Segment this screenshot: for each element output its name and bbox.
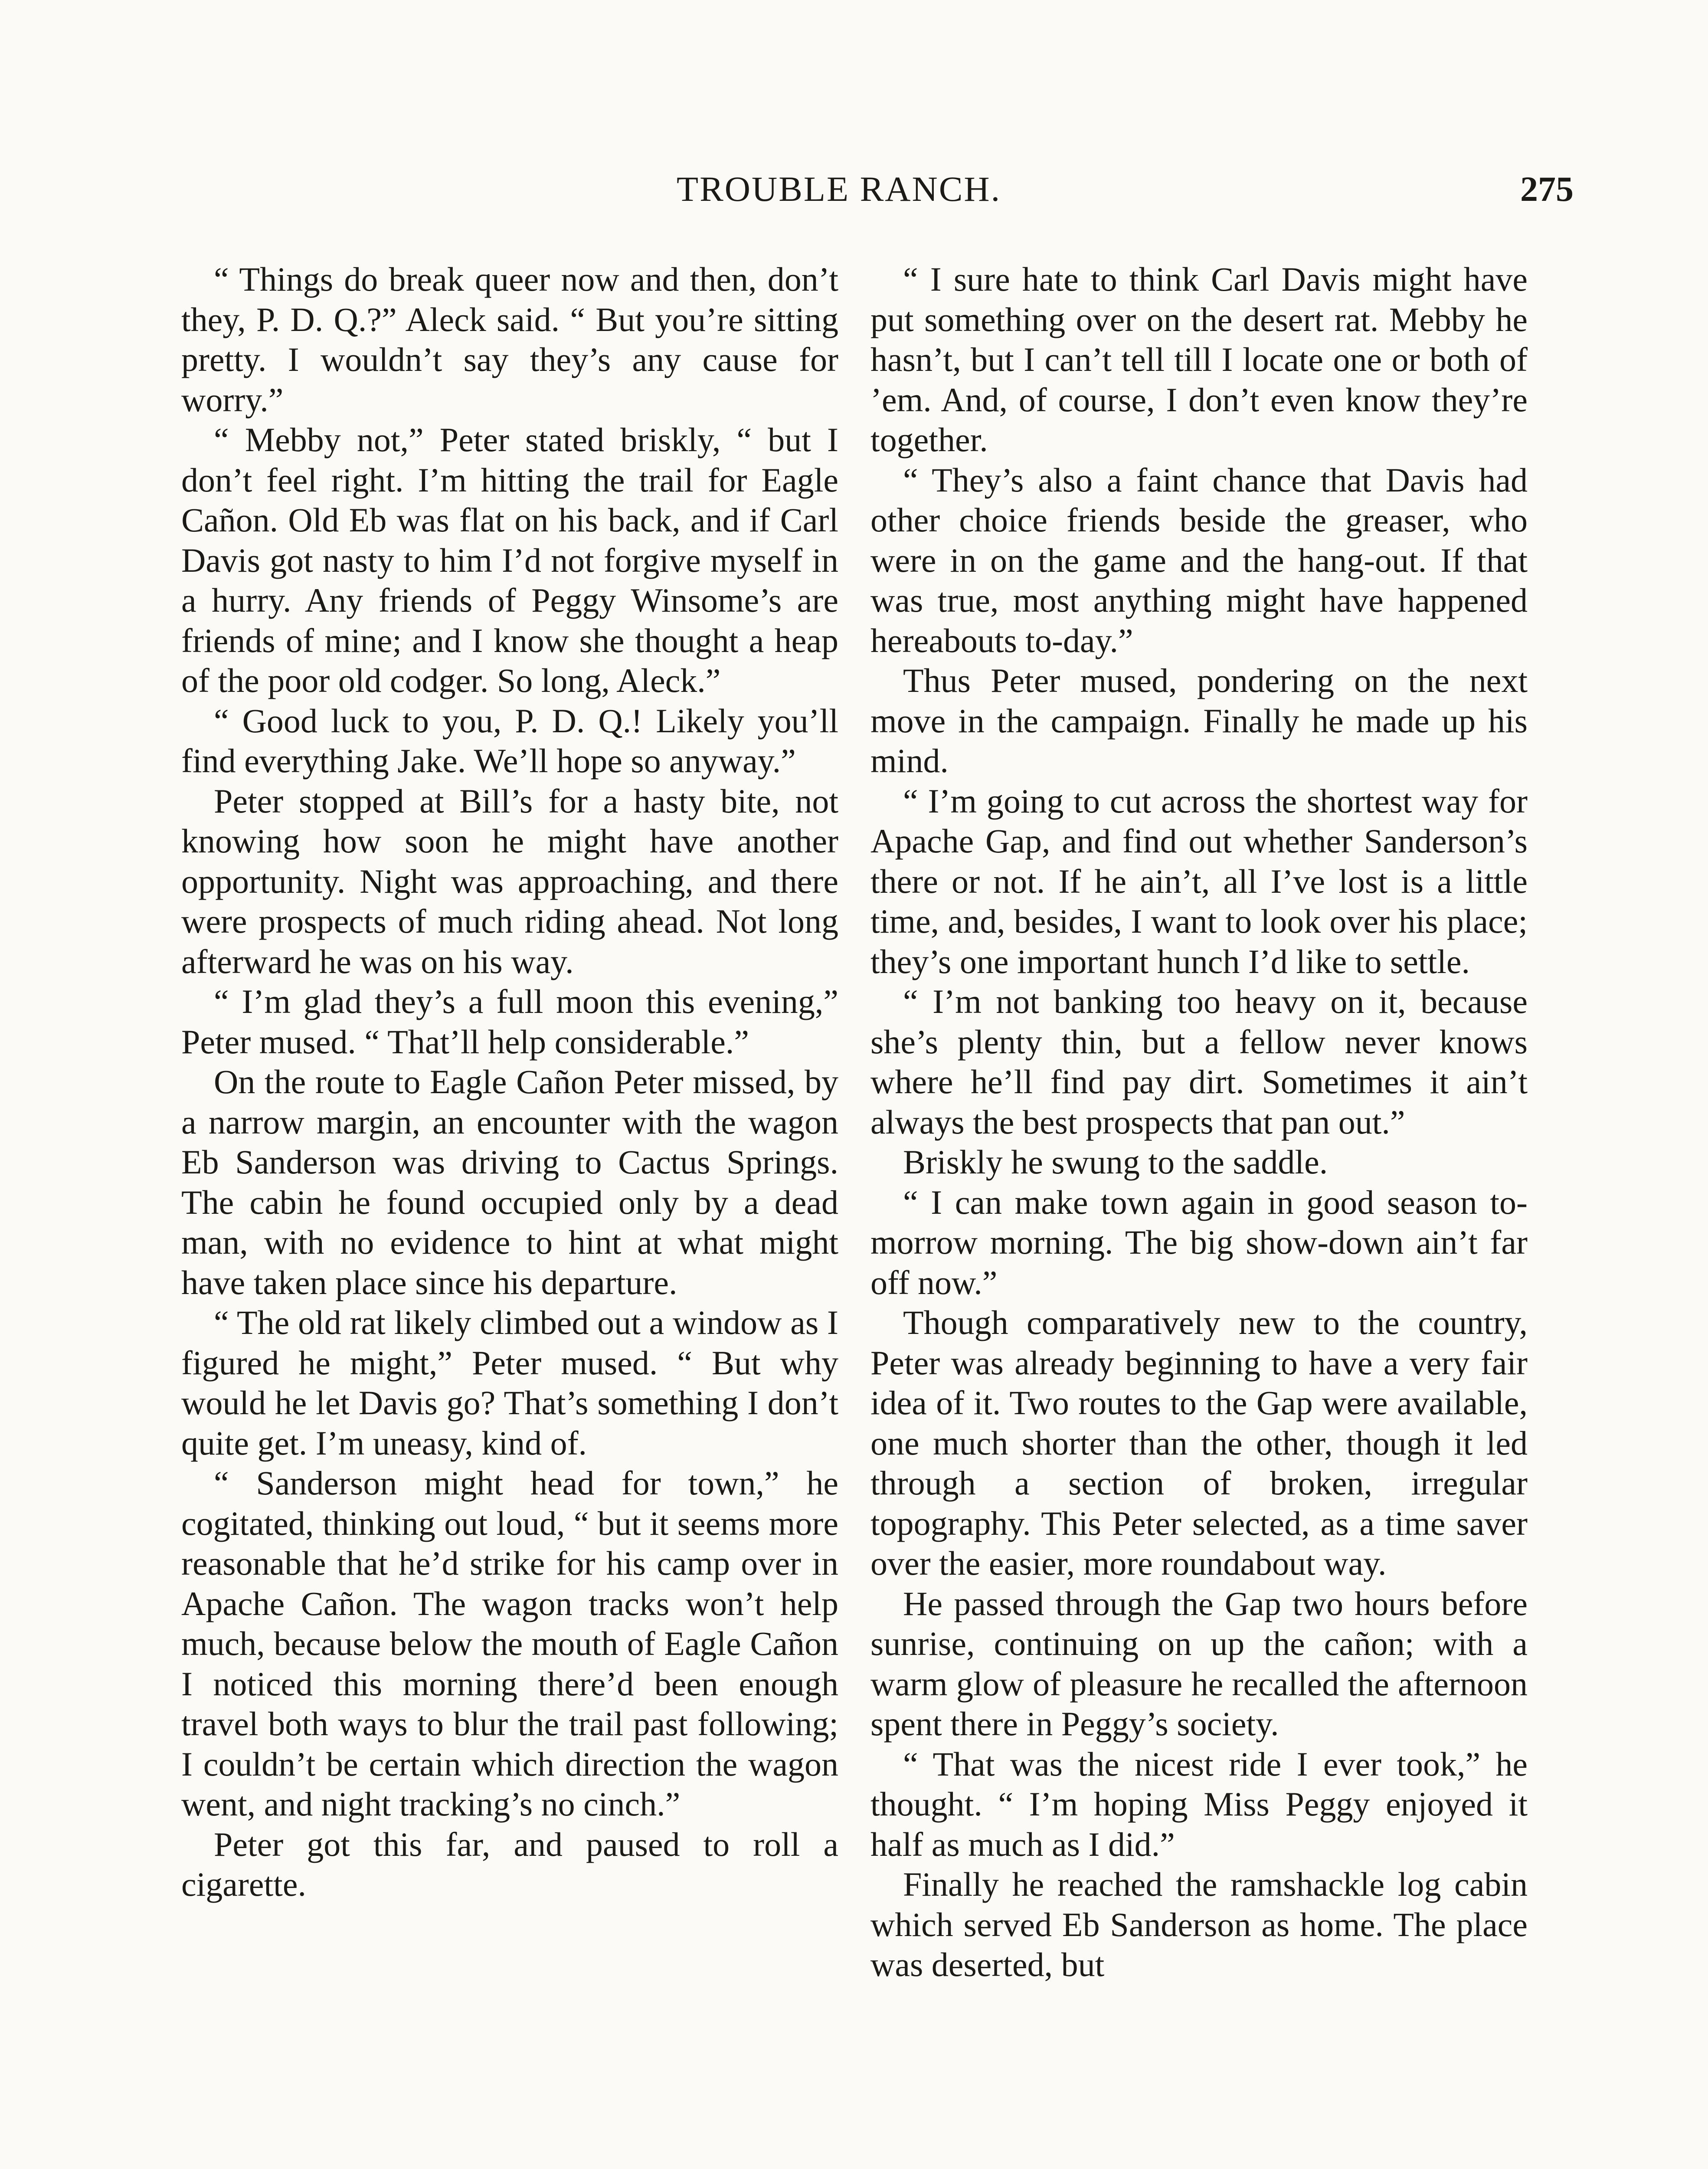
paragraph: On the route to Eagle Cañon Peter missed, by a narrow margin, an encounter with the wagon Eb Sanderson was driving to Cactus Springs. The cabin he found occupied only by a dead man, with no evidence to hint at what might have taken place since his departure. (181, 1063, 838, 1301)
paragraph: Thus Peter mused, pondering on the next move in the campaign. Finally he made up his mind. (870, 662, 1528, 780)
paragraph: “ I’m not banking too heavy on it, because she’s plenty thin, but a fellow never knows where he’ll find pay dirt. Sometimes it ain’t always the best prospects that pan out.” (870, 983, 1528, 1141)
paragraph: “ That was the nicest ride I ever took,” he thought. “ I’m hoping Miss Peggy enjoyed it half as much as I did.” (870, 1745, 1528, 1863)
paragraph: “ Mebby not,” Peter stated briskly, “ but I don’t feel right. I’m hitting the trail for Eagle Cañon. Old Eb was flat on his back, and if Carl Davis got nasty to him I’d not forgive myself in a hurry. Any friends of Peggy Winsome’s are friends of mine; and I know she thought a heap of the poor old codger. So long, Aleck.” (181, 421, 838, 699)
paragraph: Peter got this far, and paused to roll a cigarette. (181, 1825, 838, 1903)
text-column-right (870, 259, 1528, 1985)
paragraph: Briskly he swung to the saddle. (903, 1143, 1328, 1181)
paragraph: “ They’s also a faint chance that Davis had other choice friends beside the greaser, who were in on the game and the hang-out. If that was true, most anything might have happened hereabouts to-day.” (870, 461, 1528, 659)
paragraph: “ I can make town again in good season to-morrow morning. The big show-down ain’t far off now.” (870, 1183, 1528, 1301)
paragraph: “ I’m glad they’s a full moon this evening,” Peter mused. “ That’ll help considerable.” (181, 983, 838, 1061)
page-number: 275 (1520, 169, 1574, 209)
text-column-left (181, 259, 838, 1905)
paragraph: “ Things do break queer now and then, don’t they, P. D. Q.?” Aleck said. “ But you’re sitting pretty. I wouldn’t say they’s any cause for worry.” (181, 260, 838, 419)
paragraph: “ The old rat likely climbed out a window as I figured he might,” Peter mused. “ But why would he let Davis go? That’s something I don’t quite get. I’m uneasy, kind of. (181, 1304, 838, 1462)
paragraph: He passed through the Gap two hours before sunrise, continuing on up the cañon; with a warm glow of pleasure he recalled the afternoon spent there in Peggy’s society. (870, 1584, 1528, 1743)
paragraph: Peter stopped at Bill’s for a hasty bite, not knowing how soon he might have another opportunity. Night was approaching, and there were prospects of much riding ahead. Not long afterward he was on his way. (181, 782, 838, 980)
paragraph: Finally he reached the ramshackle log cabin which served Eb Sanderson as home. The place was deserted, but (870, 1865, 1528, 1983)
paragraph: “ I sure hate to think Carl Davis might have put something over on the desert rat. Mebby he hasn’t, but I can’t tell till I locate one or both of ’em. And, of course, I don’t even know they’re together. (870, 260, 1528, 459)
paragraph: “ Good luck to you, P. D. Q.! Likely you’ll find everything Jake. We’ll hope so anyway.” (181, 701, 838, 780)
paragraph: “ Sanderson might head for town,” he cogitated, thinking out loud, “ but it seems more reasonable that he’d strike for his camp over in Apache Cañon. The wagon tracks won’t help much, because below the mouth of Eagle Cañon I noticed this morning there’d been enough travel both ways to blur the trail past following; I couldn’t be certain which direction the wagon went, and night tracking’s no cinch.” (181, 1464, 838, 1823)
paragraph: “ I’m going to cut across the shortest way for Apache Gap, and find out whether Sanderson’s there or not. If he ain’t, all I’ve lost is a little time, and, besides, I want to look over his place; they’s one important hunch I’d like to settle. (870, 782, 1528, 980)
paragraph: Though comparatively new to the country, Peter was already beginning to have a very fair idea of it. Two routes to the Gap were available, one much shorter than the other, though it led through a section of broken, irregular topography. This Peter selected, as a time saver over the easier, more roundabout way. (870, 1304, 1528, 1582)
running-title: TROUBLE RANCH. (677, 169, 1001, 209)
